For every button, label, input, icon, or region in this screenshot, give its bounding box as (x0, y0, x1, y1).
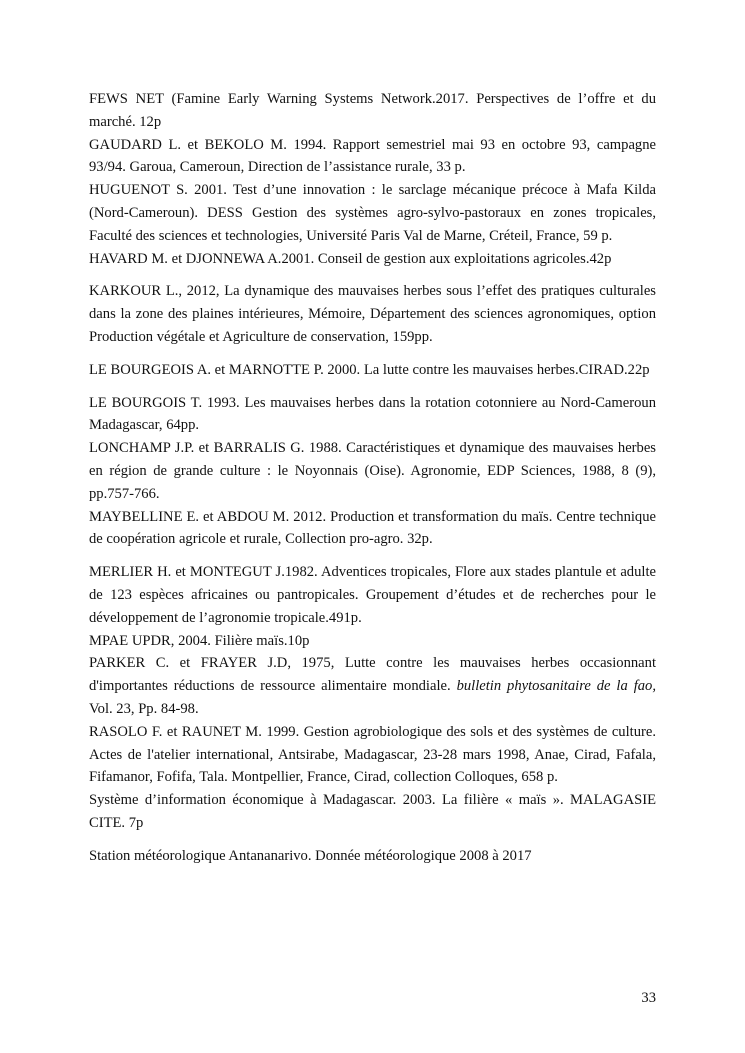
reference-entry: LE BOURGEOIS A. et MARNOTTE P. 2000. La lutte contre les mauvaises herbes.CIRAD.22p (89, 361, 650, 378)
page-number: 33 (641, 990, 656, 1006)
reference-entry: Système d’information économique à Madagascar. 2003. La filière « maïs ». MALAGASIE CITE. 7p (89, 792, 656, 831)
reference-entry: MPAE UPDR, 2004. Filière maïs.10p (89, 632, 310, 649)
reference-entry: HUGUENOT S. 2001. Test d’une innovation : le sarclage mécanique précoce à Mafa Kilda (Nord-Cameroun). DESS Gestion des systèmes agro-sylvo-pastoraux en zones tropicales, Faculté des sciences et technologies, Université Paris Val de Marne, Créteil, France, 59 p. (89, 182, 656, 244)
reference-entry: HAVARD M. et DJONNEWA A.2001. Conseil de gestion aux exploitations agricoles.42p (89, 250, 612, 267)
reference-entry: KARKOUR L., 2012, La dynamique des mauvaises herbes sous l’effet des pratiques culturales dans la zone des plaines intérieures, Mémoire, Département des sciences agronomiques, option Production végétale et Agriculture de conservation, 159pp. (89, 283, 656, 345)
bibliography-page (89, 88, 656, 868)
reference-entry: MAYBELLINE E. et ABDOU M. 2012. Production et transformation du maïs. Centre technique de coopération agricole et rurale, Collection pro-agro. 32p. (89, 508, 656, 548)
reference-entry: MERLIER H. et MONTEGUT J.1982. Adventices tropicales, Flore aux stades plantule et adulte de 123 espèces africaines ou pantropicales. Groupement d’études et de recherches pour le développement de l’agronomie tropicale.491p. (89, 564, 656, 626)
reference-text: PARKER C. et FRAYER J.D, 1975, Lutte contre les mauvaises herbes occasionnant d'importantes réductions de ressource alimentaire mondiale. (89, 655, 656, 695)
reference-entry: LE BOURGOIS T. 1993. Les mauvaises herbes dans la rotation cotonniere au Nord-Cameroun Madagascar, 64pp. (89, 394, 656, 434)
reference-entry: FEWS NET (Famine Early Warning Systems Network.2017. Perspectives de l’offre et du marché. 12p (89, 91, 656, 130)
reference-entry: GAUDARD L. et BEKOLO M. 1994. Rapport semestriel mai 93 en octobre 93, campagne 93/94. Garoua, Cameroun, Direction de l’assistance rurale, 33 p. (89, 136, 656, 176)
journal-title: bulletin phytosanitaire de la fao, (456, 678, 656, 695)
reference-entry: Station météorologique Antananarivo. Donnée météorologique 2008 à 2017 (89, 847, 532, 864)
reference-text: Vol. 23, Pp. 84-98. (89, 700, 199, 717)
reference-entry: LONCHAMP J.P. et BARRALIS G. 1988. Caractéristiques et dynamique des mauvaises herbes en région de grande culture : le Noyonnais (Oise). Agronomie, EDP Sciences, 1988, 8 (9), pp.757-766. (89, 440, 656, 502)
reference-entry (89, 652, 656, 720)
reference-entry: RASOLO F. et RAUNET M. 1999. Gestion agrobiologique des sols et des systèmes de culture. Actes de l'atelier international, Antsirabe, Madagascar, 23-28 mars 1998, Anae, Cirad, Fafala, Fifamanor, Fofifa, Tala. Montpellier, France, Cirad, collection Colloques, 658 p. (89, 723, 656, 786)
